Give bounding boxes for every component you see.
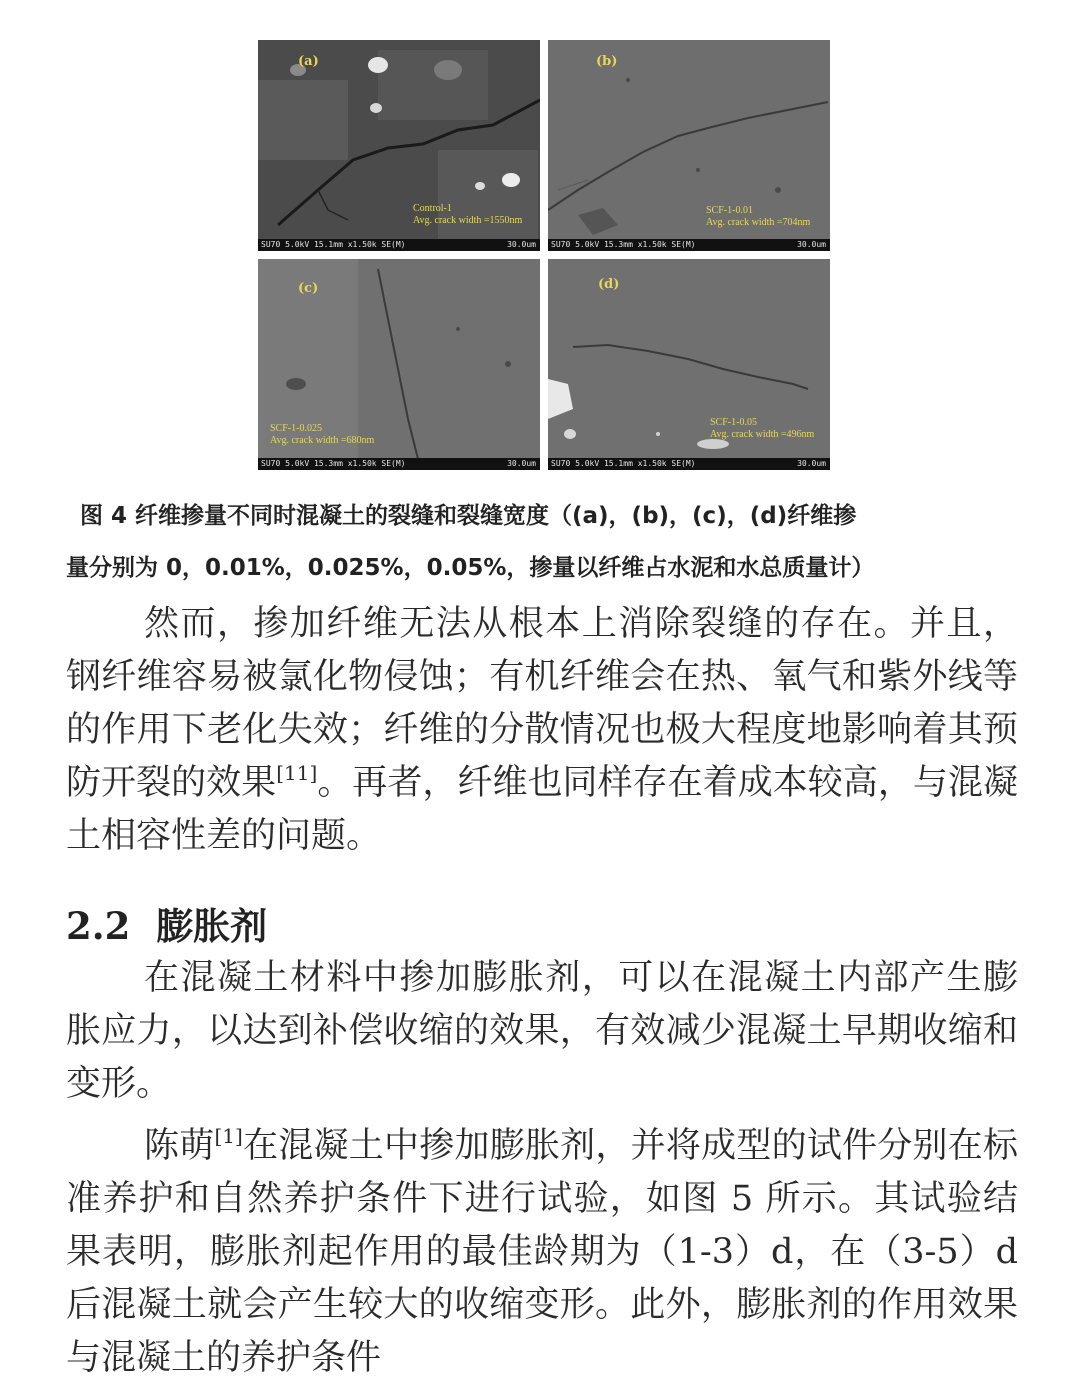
- panel-info-bar-c: [258, 458, 540, 470]
- panel-annot-c-sample: SCF-1-0.025: [270, 423, 322, 434]
- panel-info-bar-d: [548, 458, 830, 470]
- paragraph-chen-study: [66, 1120, 1018, 1385]
- panel-scale-d: 30.0um: [797, 459, 826, 468]
- panel-label-a: (a): [298, 54, 319, 69]
- section-heading: [66, 896, 267, 950]
- figure-caption-line1: 图 4 纤维掺量不同时混凝土的裂缝和裂缝宽度（(a)，(b)，(c)，(d)纤维掺: [80, 503, 857, 529]
- panel-annot-b-width: Avg. crack width =704nm: [706, 217, 811, 228]
- sem-panel-b: [548, 40, 830, 251]
- panel-meta-a: SU70 5.0kV 15.1mm x1.50k SE(M): [261, 240, 406, 249]
- panel-scale-c: 30.0um: [507, 459, 536, 468]
- sem-figure: [258, 40, 830, 470]
- panel-annot-a-sample: Control-1: [413, 203, 452, 214]
- panel-annot-d-sample: SCF-1-0.05: [710, 417, 757, 428]
- paragraph3-text: 在混凝土中掺加膨胀剂，并将成型的试件分别在标准养护和自然养护条件下进行试验，如图 5 所示。其试验结果表明，膨胀剂起作用的最佳龄期为（1-3）d，在（3-5）d 后混凝土就会产生较大的收缩变形。此外，膨胀剂的作用效果与混凝土的养护条件: [66, 1126, 1018, 1378]
- panel-annot-c-width: Avg. crack width =680nm: [270, 435, 375, 446]
- sem-panel-d: [548, 259, 830, 470]
- panel-scale-b: 30.0um: [797, 240, 826, 249]
- sem-panel-a: [258, 40, 540, 251]
- panel-label-d: (d): [598, 277, 620, 292]
- panel-annot-b-sample: SCF-1-0.01: [706, 205, 753, 216]
- panel-annot-d-width: Avg. crack width =496nm: [710, 429, 815, 440]
- paragraph1-text-b: 。再者，纤维也同样存在着成本较高，与混凝土相容性差的问题。: [66, 763, 1018, 856]
- section-number: 2.2: [66, 904, 131, 948]
- panel-scale-a: 30.0um: [507, 240, 536, 249]
- panel-meta-d: SU70 5.0kV 15.1mm x1.50k SE(M): [551, 459, 696, 468]
- panel-meta-b: SU70 5.0kV 15.3mm x1.50k SE(M): [551, 240, 696, 249]
- figure-caption-line2: 量分别为 0，0.01%，0.025%，0.05%，掺量以纤维占水泥和水总质量计）: [66, 555, 875, 581]
- panel-info-bar-b: [548, 239, 830, 251]
- panel-annot-a-width: Avg. crack width =1550nm: [413, 215, 523, 226]
- paragraph-fiber-limitations: [66, 598, 1018, 863]
- paragraph1-text-a: 然而，掺加纤维无法从根本上消除裂缝的存在。并且，钢纤维容易被氯化物侵蚀；有机纤维会在热、氧气和紫外线等的作用下老化失效；纤维的分散情况也极大程度地影响着其预防开裂的效果: [66, 604, 1018, 803]
- citation-11: [11]: [276, 761, 318, 785]
- paragraph3-author: 陈萌: [144, 1126, 215, 1166]
- sem-panel-c: [258, 259, 540, 470]
- panel-label-c: (c): [298, 281, 319, 296]
- paragraph-expansive-agent-intro: 在混凝土材料中掺加膨胀剂，可以在混凝土内部产生膨胀应力，以达到补偿收缩的效果，有效减少混凝土早期收缩和变形。: [66, 958, 1018, 1104]
- panel-info-bar-a: [258, 239, 540, 251]
- panel-meta-c: SU70 5.0kV 15.3mm x1.50k SE(M): [261, 459, 406, 468]
- section-title: 膨胀剂: [156, 904, 268, 948]
- panel-label-b: (b): [596, 54, 618, 69]
- citation-1: [1]: [214, 1124, 243, 1148]
